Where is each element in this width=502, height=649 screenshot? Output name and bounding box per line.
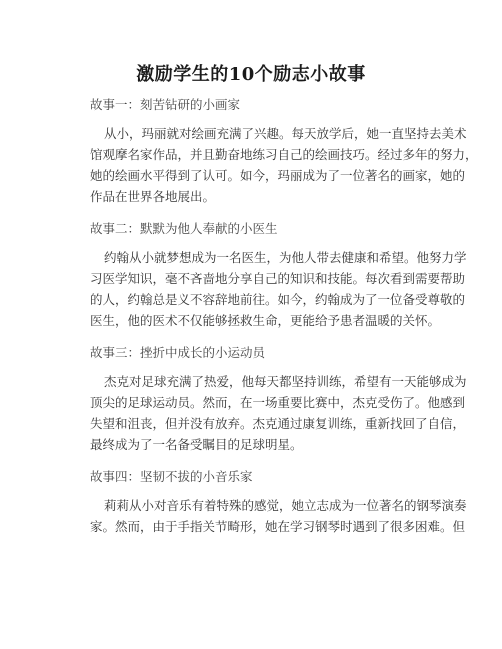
- story-3-heading: 故事三：挫折中成长的小运动员: [90, 345, 266, 360]
- story-2-line-4: 医生，他的医术不仅能够拯救生命，更能给予患者温暖的关怀。: [90, 313, 441, 328]
- story-4-line-2: 家。然而，由于手指关节畸形，她在学习钢琴时遇到了很多困难。但: [90, 519, 466, 534]
- story-1-heading: 故事一：刻苦钻研的小画家: [90, 97, 241, 112]
- document-title: 激励学生的10个励志小故事: [136, 64, 366, 85]
- story-2-heading: 故事二：默默为他人奉献的小医生: [90, 221, 278, 236]
- story-3-line-2: 顶尖的足球运动员。然而，在一场重要比赛中，杰克受伤了。他感到: [90, 395, 466, 410]
- story-4-heading: 故事四：坚韧不拔的小音乐家: [90, 469, 253, 484]
- story-1-line-4: 作品在世界各地展出。: [90, 189, 216, 204]
- story-3-line-4: 最终成为了一名备受瞩目的足球明星。: [90, 437, 303, 452]
- story-4-line-1: 莉莉从小对音乐有着特殊的感觉，她立志成为一位著名的钢琴演奏: [104, 498, 467, 513]
- story-3-line-3: 失望和沮丧，但并没有放弃。杰克通过康复训练，重新找回了自信，: [90, 416, 466, 431]
- story-1-line-3: 她的绘画水平得到了认可。如今，玛丽成为了一位著名的画家，她的: [90, 168, 466, 183]
- story-3-line-1: 杰克对足球充满了热爱，他每天都坚持训练，希望有一天能够成为: [104, 374, 467, 389]
- story-2-line-3: 的人，约翰总是义不容辞地前往。如今，约翰成为了一位备受尊敬的: [90, 292, 466, 307]
- story-1-line-2: 馆观摩名家作品，并且勤奋地练习自己的绘画技巧。经过多年的努力，: [90, 147, 478, 162]
- story-2-line-2: 习医学知识，毫不吝啬地分享自己的知识和技能。每次看到需要帮助: [90, 271, 466, 286]
- story-2-line-1: 约翰从小就梦想成为一名医生，为他人带去健康和希望。他努力学: [104, 250, 467, 265]
- story-1-line-1: 从小，玛丽就对绘画充满了兴趣。每天放学后，她一直坚持去美术: [104, 126, 467, 141]
